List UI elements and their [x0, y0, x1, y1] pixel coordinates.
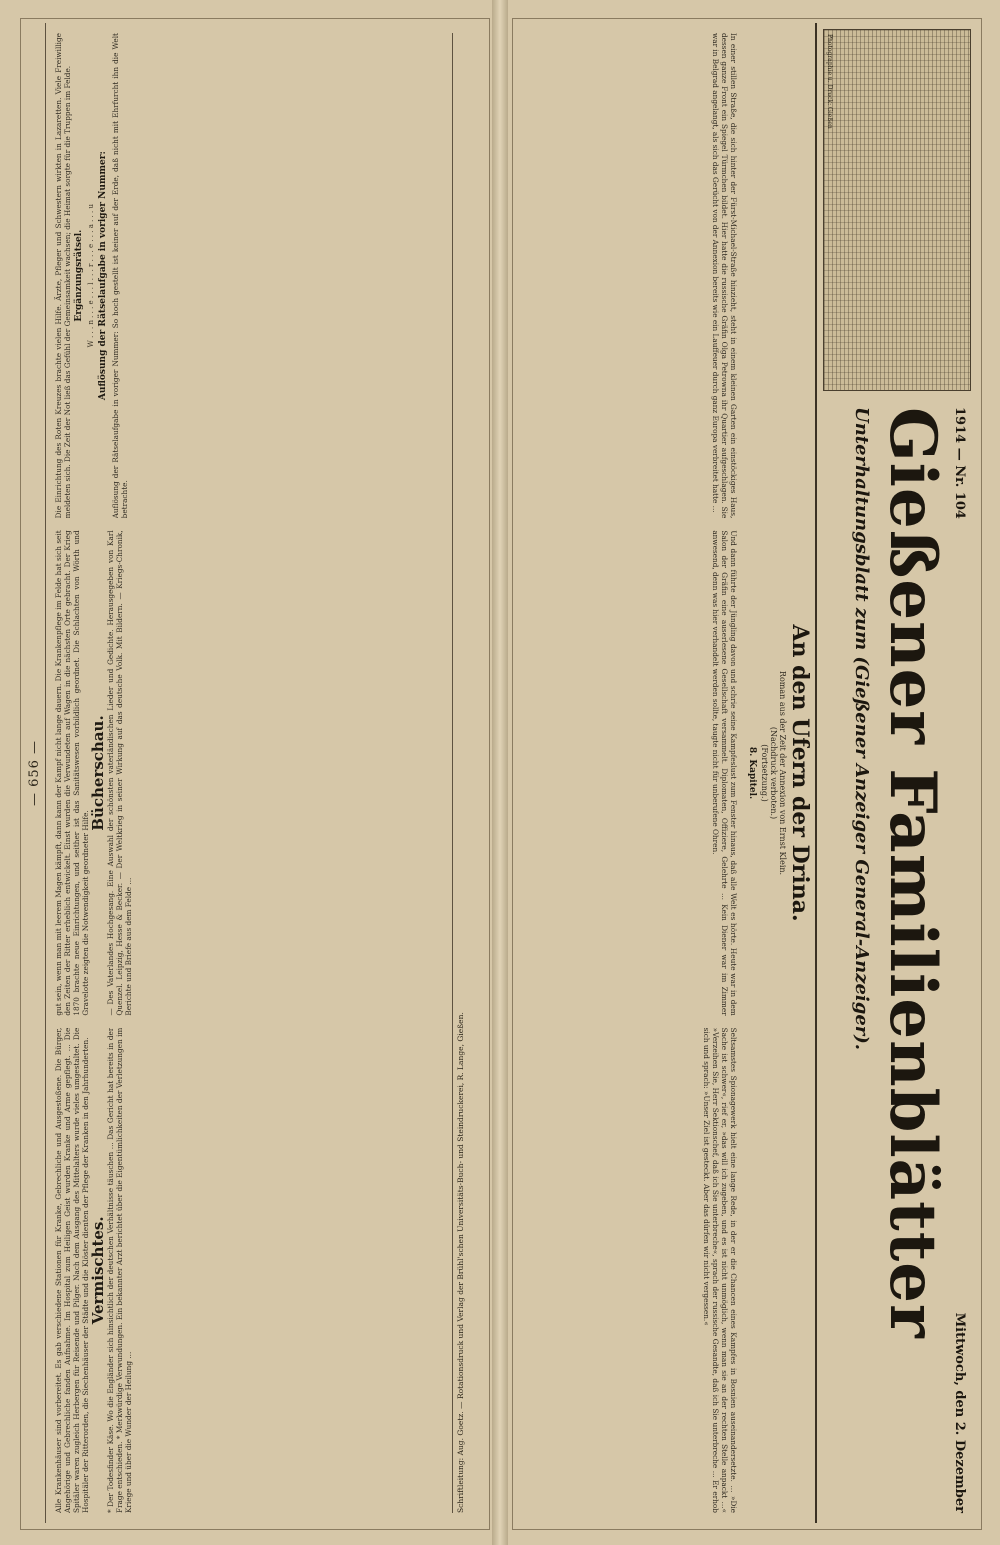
article-column-2: Und dann führte der Jüngling davon und schrie seine Kampfeslust zum Fenster hinaus, daß alle Welt es hörte. Heute war in dem Salon der Gräfin eine auserlesene Gesellschaft versammelt. Diplomaten, Offiziere, Gelehrte ... Kein Diener war im Zimmer anwesend, denn was hier verhandelt werden sollte, taugte nicht für unberufene Ohren.: [711, 530, 738, 1016]
column-text: Die Einrichtung des Roten Kreuzes brachte vielen Hilfe. Ärzte, Pfleger und Schwestern wirkten in Lazaretten. Viele Freiwillige meldeten sich. Die Zeit der Not ließ das Gefühl der Gemeinsamkeit wachsen; die Heimat sorgte für die Truppen im Felde.: [54, 33, 72, 519]
left-page: [20, 18, 490, 1530]
masthead-title: Gießener Familienblätter: [875, 407, 950, 1339]
left-column-1: [54, 1028, 434, 1513]
left-column-2: [54, 530, 434, 1015]
buecherschau-text: — Des Vaterlandes Hochgesang. Eine Auswahl der schönsten vaterländischen Lieder und Gedichte. Herausgegeben von Karl Quenzel. Leipzig, Hesse & Becker. — Der Weltkrieg in seiner Wirkung auf das deutsche Volk. Mit Bildern. — Kriegs-Chronik, Berichte und Briefe aus dem Felde ...: [106, 530, 133, 1016]
right-page: [512, 18, 982, 1530]
column-text: gut sein, wenn man mit leerem Magen kämpft, dann kann der Kampf nicht lange dauern. Die Krankenpflege im Felde hat sich seit den Zeiten der Ritter erheblich entwickelt. Einst wurden die Verwundeten auf Wagen in die nächsten Orte gebracht. Der Krieg 1870 brachte neue Einrichtungen, und seither ist das Sanitätswesen vorbildlich geordnet. Die Schlachten von Wörth und Gravelotte zeigten die Notwendigkeit geordneter Hilfe.: [54, 530, 90, 1016]
article-column-1: In einer stillen Straße, die sich hinter der Fürst-Michael-Straße hinzieht, steht in einem kleinen Garten ein einstöckiges Haus, dessen ganze Front ein Spiegel Türmchen bildet. Hier hatte die russische Gräfin Olga Petrowna ihr Quartier aufgeschlagen. Sie war in Belgrad angelangt, als sich das Gerücht von der Annexion bereits wie ein Lauffeuer durch ganz Europa verbreitet hatte ...: [711, 33, 738, 519]
aufloesung-text: Auflösung der Rätselaufgabe in voriger Nummer: So hoch gestellt ist keiner auf der Erde, daß nicht mit Ehrfurcht ihn die Welt betrachte.: [111, 33, 129, 519]
page-number: — 656 —: [25, 23, 46, 1523]
article-column-3: Seltsamstes Spionagewerk hielt eine lange Rede, in der er die Chancen eines Kampfes in Bosnien auseinandersetzte. ... »Die Sache ist schwer«, rief er, »das will ich zugeben, und es ist nicht unmöglich, wenn man sie an der rechten Stelle anpackt ...« »Verzeihen Sie, Herr Sektionschef, daß ich Sie unterbreche«, sprach der russische Gesandte, daß ich Sie unterbreche ... Er erhob sich und sprach: »Unser Ziel ist gesteckt. Aber das dürfen wir nicht vergessen.«: [702, 1027, 738, 1513]
article-meta: Roman aus der Zeit der Annexion von Ernst Klein.: [778, 670, 787, 876]
left-page-content: [25, 23, 485, 1523]
article-title: An den Ufern der Drina.: [787, 624, 813, 922]
illustration-credit: Photographie u. Druck: Gießen: [826, 34, 833, 129]
masthead-subtitle: Unterhaltungsblatt zum (Gießener Anzeiger General-Anzeiger).: [851, 407, 872, 1051]
title-block: [817, 397, 977, 1523]
vermischtes-text: * Der Todesfinder Käse. Wo die Engländer sich hinsichtlich der deutschen Verhältnisse täuschen ... Das Gericht hat bereits in der Frage entschieden. * Merkwürdige Verwundungen. Ein bekannter Arzt berichtet über die Eigentümlichkeiten der Verletzungen im Kriege und über die Wunder der Heilung ...: [106, 1027, 133, 1513]
vermischtes-heading: Vermischtes.: [89, 1216, 107, 1325]
article-continuation: (Fortsetzung.): [760, 744, 769, 802]
raetsel-text: W . . . n . . . e . . . l . . . r . . . e . . . a . . . u: [87, 204, 95, 348]
left-column-3: [54, 33, 434, 518]
left-columns: [46, 23, 442, 1523]
chapter-heading: 8. Kapitel.: [747, 746, 757, 800]
right-page-content: [517, 23, 977, 1523]
issue-number: 1914 — Nr. 104: [952, 407, 967, 519]
article-columns: [472, 23, 744, 1523]
city-illustration: [823, 29, 971, 391]
buecherschau-heading: Bücherschau.: [89, 715, 107, 831]
aufloesung-heading: Auflösung der Rätselaufgabe in voriger Nummer:: [98, 151, 108, 401]
raetsel-heading: Ergänzungsrätsel.: [74, 229, 84, 322]
column-text: Alle Krankenhäuser sind vorbereitet. Es gab verschiedene Stationen für Kranke, Gebrechliche und Ausgestoßene. Die Bürger, Angehörige und Gebrechliche fanden Aufnahme. Im Hospital zum Heiligen Geist wurden Kranke und Arme gepflegt. ... Die Spitäler waren zugleich Herbergen für Reisende und Pilger. Nach dem Ausgang des Mittelalters wurde vieles umgestaltet. Die Hospitäler der Ritterorden, die Siechenhäuser der Städte und die Klöster dienten der Pflege der Kranken in den Jahrhunderten.: [54, 1027, 90, 1513]
imprint-footer: Schriftleitung: Aug. Goetz. — Rotationsdruck und Verlag der Brühl'schen Universitäts-Buch- und Steindruckerei, R. Lange, Gießen.: [452, 33, 465, 1513]
issue-line: [952, 407, 967, 1513]
issue-date: Mittwoch, den 2. Dezember: [952, 1312, 967, 1513]
masthead: [815, 23, 977, 1523]
article-note: (Nachdruck verboten.): [769, 726, 778, 820]
